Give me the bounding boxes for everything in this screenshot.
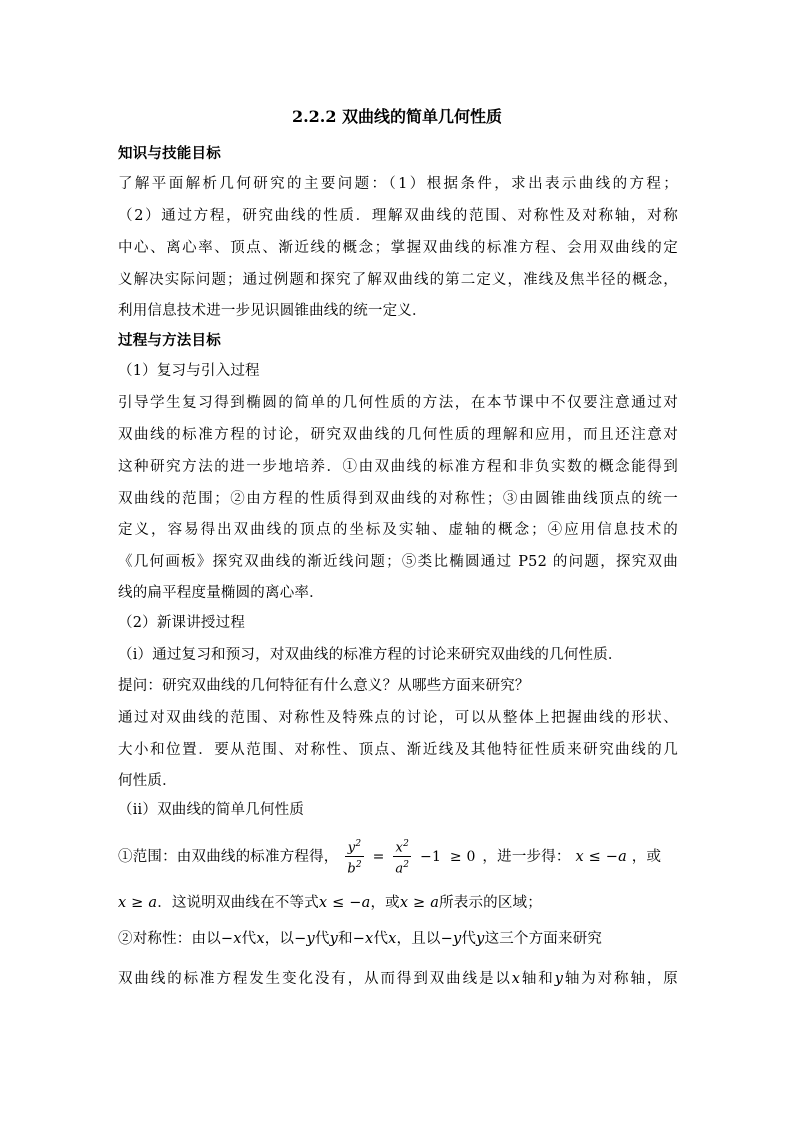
symmetry-line: ②对称性：由以−x代x，以−y代y和−x代x，且以−y代y这三个方面来研究 (118, 931, 603, 947)
paragraph-line: 大小和位置．要从范围、对称性、顶点、渐近线及其他特征性质来研究曲线的几 (118, 742, 678, 758)
paragraph-line: 义解决实际问题；通过例题和探究了解双曲线的第二定义，准线及焦半径的概念， (118, 272, 678, 288)
page-title: 2.2.2 双曲线的简单几何性质 (291, 107, 503, 126)
paragraph-line: 这种研究方法的进一步地培养．①由双曲线的标准方程和非负实数的概念能得到 (118, 459, 678, 475)
inequality-x-le-neg-a: x ≤ −a (575, 848, 627, 865)
paragraph-line: 中心、离心率、顶点、渐近线的概念；掌握双曲线的标准方程、会用双曲线的定 (118, 240, 678, 256)
minus-one: −1 (420, 848, 442, 865)
geq-zero: ≥ 0 (449, 848, 476, 865)
paragraph-line: 引导学生复习得到椭圆的简单的几何性质的方法，在本节课中不仅要注意通过对 (118, 395, 678, 411)
paragraph-line: 《几何画板》探究双曲线的渐近线问题；⑤类比椭圆通过 P52 的问题，探究双曲 (118, 554, 678, 570)
paragraph-line: （2）通过方程，研究曲线的性质．理解双曲线的范围、对称性及对称轴，对称 (118, 208, 678, 224)
paragraph-line: 定义，容易得出双曲线的顶点的坐标及实轴、虚轴的概念；④应用信息技术的 (118, 522, 678, 538)
equals-sign: = (372, 848, 385, 865)
fraction-y2-over-b2: $\frac{y^2}{b^2}$ (345, 836, 363, 878)
range-conclusion-line: x ≥ a．这说明双曲线在不等式x ≤ −a，或x ≥ a所表示的区域； (118, 895, 542, 911)
paragraph-line: （i）通过复习和预习，对双曲线的标准方程的讨论来研究双曲线的几何性质． (118, 647, 623, 663)
section-heading-process: 过程与方法目标 (118, 332, 221, 349)
paragraph-line: 提问：研究双曲线的几何特征有什么意义？从哪些方面来研究？ (118, 678, 530, 694)
paragraph-line: 了解平面解析几何研究的主要问题：（1）根据条件，求出表示曲线的方程； (118, 176, 678, 192)
paragraph-line: 线的扁平程度量椭圆的离心率． (118, 585, 324, 601)
formula-text: ，进一步得： (482, 848, 571, 865)
paragraph-line: （ii）双曲线的简单几何性质 (118, 802, 305, 818)
inequality-x-ge-a: x ≥ a (118, 895, 158, 911)
fraction-x2-over-a2: $\frac{x^2}{a^2}$ (393, 836, 411, 878)
section-heading-knowledge: 知识与技能目标 (118, 145, 221, 162)
paragraph-line: （1）复习与引入过程 (118, 363, 260, 379)
paragraph-line: 双曲线的标准方程的讨论，研究双曲线的几何性质的理解和应用，而且还注意对 (118, 427, 678, 443)
paragraph-line: 通过对双曲线的范围、对称性及特殊点的讨论，可以从整体上把握曲线的形状、 (118, 710, 678, 726)
paragraph-line: 利用信息技术进一步见识圆锥曲线的统一定义． (118, 303, 427, 319)
paragraph-line: 双曲线的范围；②由方程的性质得到双曲线的对称性；③由圆锥曲线顶点的统一 (118, 491, 678, 507)
paragraph-line: （2）新课讲授过程 (118, 615, 246, 631)
symmetry-line-2: 双曲线的标准方程发生变化没有，从而得到双曲线是以x轴和y轴为对称轴，原 (118, 971, 678, 987)
formula-text: ，或 (631, 848, 662, 865)
paragraph-line: 何性质． (118, 773, 177, 789)
range-formula-line (118, 836, 678, 876)
formula-text: ①范围：由双曲线的标准方程得， (118, 848, 339, 865)
